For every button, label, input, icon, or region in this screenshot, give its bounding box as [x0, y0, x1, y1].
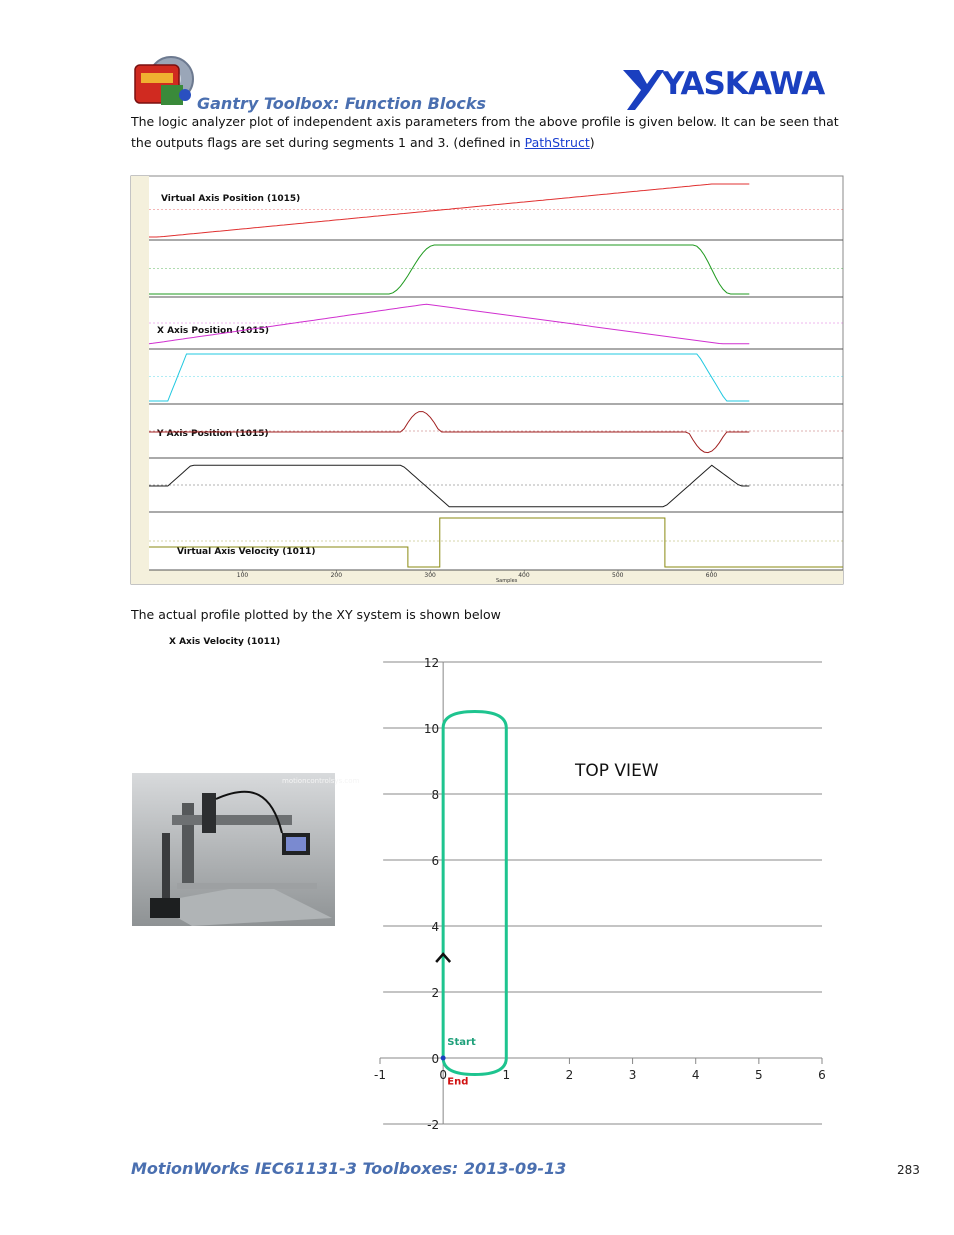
y-scale-strip	[131, 176, 149, 584]
annotation-start: Start	[447, 1036, 476, 1048]
photo-watermark: motioncontrolsys.com	[282, 777, 360, 785]
start-point-marker	[441, 1056, 446, 1061]
x-tick-label: 300	[424, 572, 436, 579]
intro-text-end: )	[589, 135, 595, 150]
x-tick-label: 600	[705, 572, 718, 579]
channel-label: X Axis Position (1015)	[157, 326, 270, 336]
y-tick-label: 2	[431, 986, 440, 1000]
y-tick-label: 6	[431, 854, 440, 868]
x-tick-label: -1	[374, 1068, 386, 1082]
channel-label: X Axis Velocity (1011)	[169, 637, 281, 647]
annotation-end: End	[447, 1076, 469, 1088]
intro-paragraph	[131, 111, 843, 153]
x-tick-label: 500	[612, 572, 624, 579]
x-tick-label: 6	[818, 1068, 826, 1082]
x-tick-label: 5	[755, 1068, 763, 1082]
channel-label: Y Axis Position (1015)	[157, 429, 269, 439]
x-tick-label: 100	[236, 572, 249, 579]
y-tick-label: 10	[423, 722, 440, 736]
gantry-photo-icon	[132, 773, 360, 926]
xy-profile-chart	[360, 648, 840, 1138]
series-profile-line	[443, 712, 506, 1075]
profile-caption: The actual profile plotted by the XY system is shown below	[131, 607, 501, 622]
x-tick-label: 1	[502, 1068, 511, 1082]
yaskawa-logo-text: YASKAWA	[662, 66, 825, 102]
pathstruct-link[interactable]: PathStruct	[524, 135, 590, 150]
x-tick-label: 4	[691, 1068, 700, 1082]
x-tick-label: 2	[565, 1068, 574, 1082]
chart-title: TOP VIEW	[575, 761, 659, 781]
y-tick-label: 0	[431, 1052, 440, 1066]
page-number: 283	[897, 1163, 920, 1177]
x-tick-label: 400	[518, 572, 530, 579]
channel-label: Virtual Axis Velocity (1011)	[177, 547, 316, 557]
toolbox-gear-icon	[131, 55, 199, 111]
x-axis-label: Samples	[496, 578, 518, 584]
document-section-title: Gantry Toolbox: Function Blocks	[197, 94, 486, 113]
y-tick-label: -2	[427, 1118, 440, 1132]
intro-text: The logic analyzer plot of independent axis parameters from the above profile is given below. It can be seen that the outputs flags are set during segments 1 and 3. (defined in	[131, 114, 839, 150]
x-tick-label: 0	[439, 1068, 447, 1082]
x-tick-label: 200	[330, 572, 343, 579]
footer-title: MotionWorks IEC61131-3 Toolboxes: 2013-09-13	[131, 1159, 567, 1178]
y-tick-label: 4	[431, 920, 440, 934]
x-tick-label: 3	[628, 1068, 637, 1082]
yaskawa-logo-icon	[621, 66, 665, 112]
y-tick-label: 8	[431, 788, 440, 802]
channel-label: Virtual Axis Position (1015)	[161, 194, 301, 204]
y-tick-label: 12	[423, 656, 440, 670]
